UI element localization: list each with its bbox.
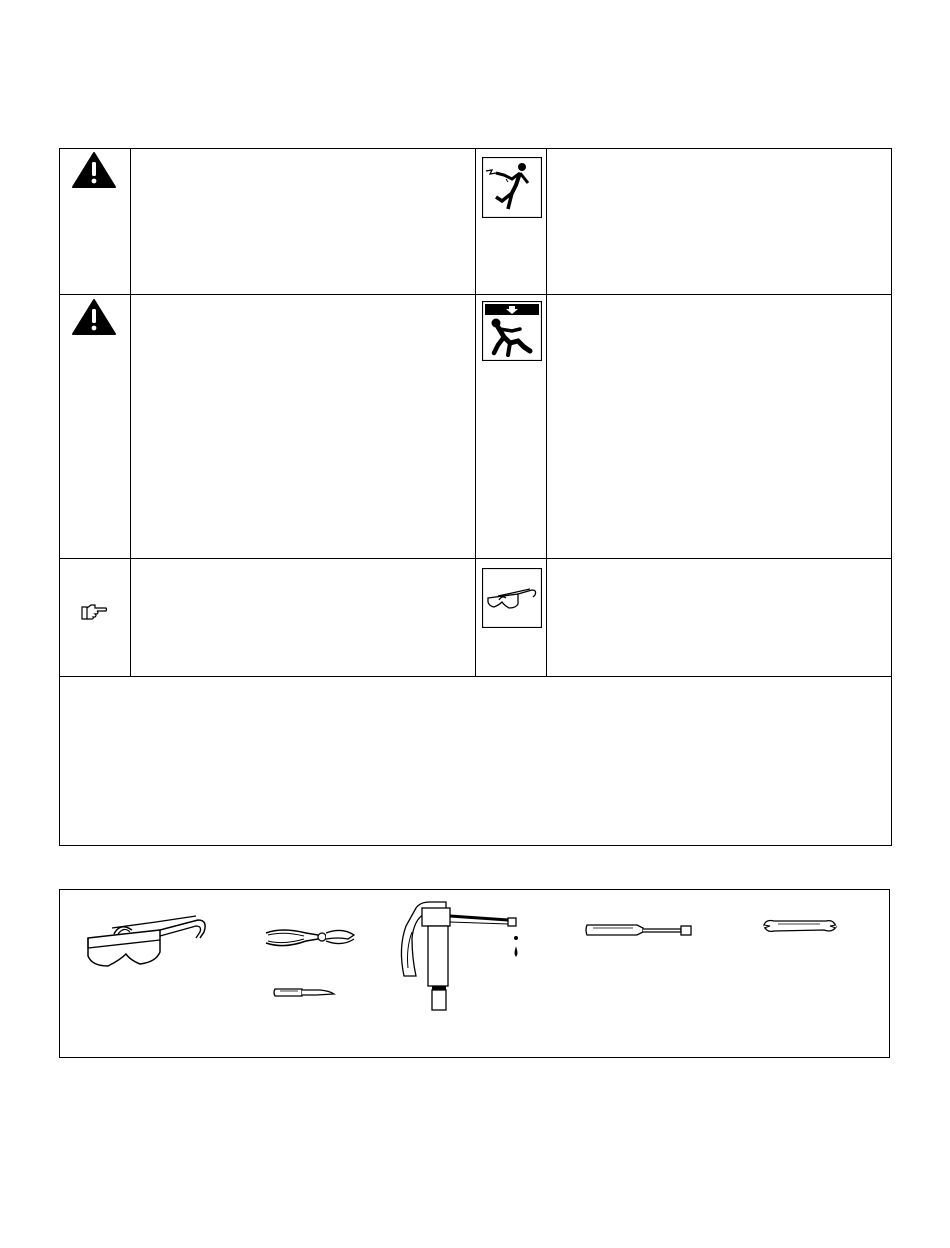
column-divider [546, 148, 547, 676]
column-divider [130, 148, 131, 676]
electric-shock-icon [482, 157, 542, 218]
row-divider [59, 558, 892, 559]
screwdriver-icon [583, 919, 695, 941]
knife-icon [272, 985, 338, 999]
pointing-hand-icon [80, 603, 108, 621]
eye-protection-icon [482, 568, 542, 628]
wrench-icon [762, 915, 838, 937]
warning-triangle-icon [71, 151, 117, 189]
row-divider [59, 676, 892, 677]
grease-gun-icon [390, 898, 530, 1016]
pliers-icon [262, 923, 358, 953]
row-divider [59, 294, 892, 295]
falling-equipment-icon [482, 301, 542, 361]
safety-glasses-icon [84, 908, 212, 970]
column-divider [475, 148, 476, 676]
warning-triangle-icon [71, 298, 117, 336]
